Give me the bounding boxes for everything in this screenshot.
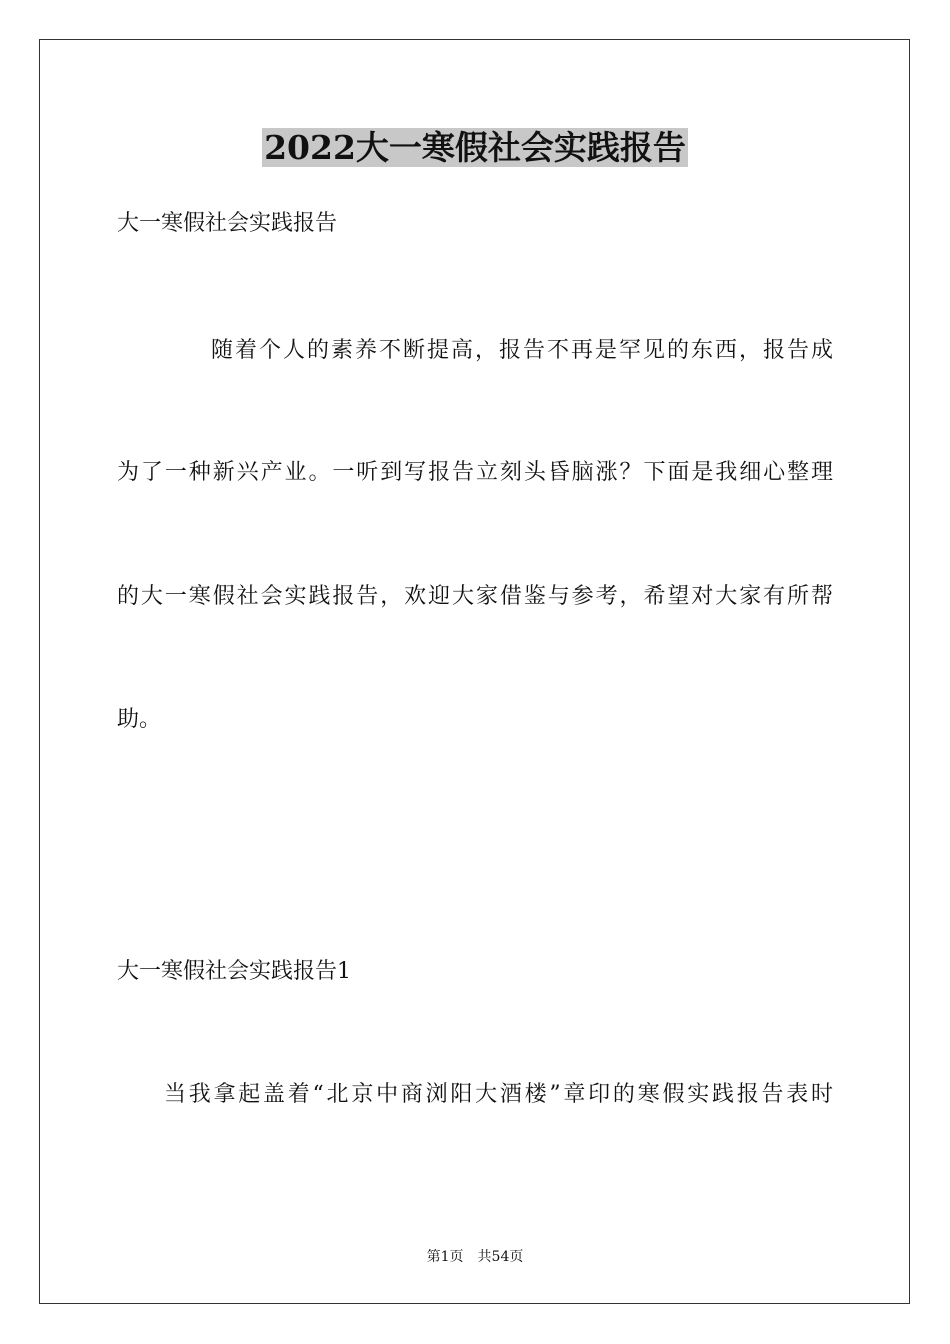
page-number: 第1页 xyxy=(426,1249,464,1265)
intro-line-3: 的大一寒假社会实践报告，欢迎大家借鉴与参考，希望对大家有所帮 xyxy=(117,584,833,609)
section-heading: 大一寒假社会实践报告1 xyxy=(117,959,351,984)
intro-line-1: 随着个人的素养不断提高，报告不再是罕见的东西，报告成 xyxy=(211,338,833,363)
page-footer xyxy=(0,1247,950,1267)
document-title-text: 2022大一寒假社会实践报告 xyxy=(264,128,686,167)
intro-line-2: 为了一种新兴产业。一听到写报告立刻头昏脑涨？下面是我细心整理 xyxy=(117,460,833,485)
document-subtitle: 大一寒假社会实践报告 xyxy=(117,211,338,236)
intro-line-4: 助。 xyxy=(117,707,162,732)
section-line-1: 当我拿起盖着“北京中商浏阳大酒楼”章印的寒假实践报告表时 xyxy=(164,1082,833,1107)
document-title xyxy=(0,124,950,172)
page-total: 共54页 xyxy=(477,1249,524,1265)
